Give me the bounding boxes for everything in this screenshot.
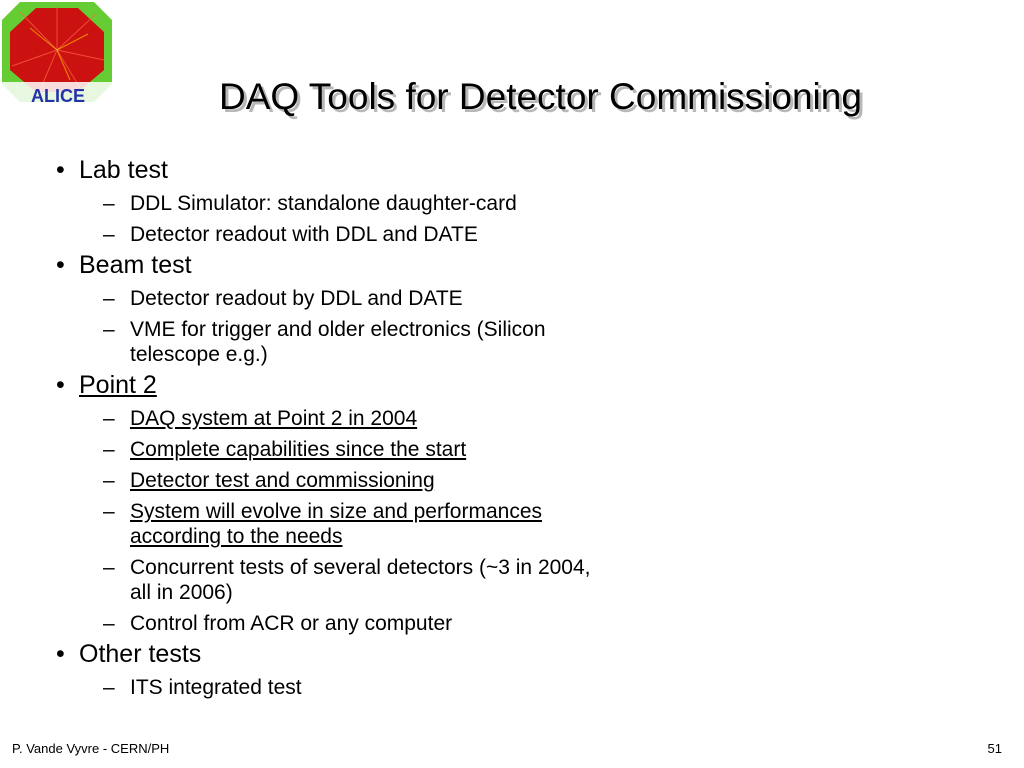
sub-bullet bbox=[50, 286, 610, 311]
dash-icon: – bbox=[103, 192, 115, 215]
bullet-beam-test bbox=[50, 250, 610, 280]
footer-author: P. Vande Vyvre - CERN/PH bbox=[12, 741, 170, 756]
dash-icon: – bbox=[103, 407, 115, 430]
bullet-other-tests bbox=[50, 639, 610, 669]
dash-icon: – bbox=[103, 438, 115, 461]
sub-bullet-link[interactable]: DAQ system at Point 2 in 2004 bbox=[130, 407, 418, 430]
bullet-lab-test bbox=[50, 155, 610, 185]
sub-bullet bbox=[50, 611, 610, 636]
bullet-dot-icon: • bbox=[56, 371, 65, 399]
sub-bullet bbox=[50, 499, 610, 549]
bullet-dot-icon: • bbox=[56, 156, 65, 184]
alice-logo bbox=[0, 0, 116, 106]
sub-bullet-text: Detector readout by DDL and DATE bbox=[130, 287, 463, 310]
slide-title: DAQ Tools for Detector Commissioning bbox=[219, 76, 862, 117]
dash-icon: – bbox=[103, 223, 115, 246]
section-label: Other tests bbox=[79, 640, 202, 668]
slide-body bbox=[50, 152, 610, 700]
sub-bullet-text: Concurrent tests of several detectors (~3 in 2004, all in 2006) bbox=[130, 556, 591, 604]
svg-text:ALICE: ALICE bbox=[31, 86, 85, 106]
sub-bullet-link[interactable]: Detector test and commissioning bbox=[130, 469, 435, 492]
sub-bullet-text: ITS integrated test bbox=[130, 676, 302, 699]
section-label: Beam test bbox=[79, 251, 192, 279]
bullet-point-2 bbox=[50, 370, 610, 400]
sub-bullet bbox=[50, 437, 610, 462]
dash-icon: – bbox=[103, 676, 115, 699]
dash-icon: – bbox=[103, 556, 115, 579]
sub-bullet bbox=[50, 406, 610, 431]
section-label: Lab test bbox=[79, 156, 168, 184]
sub-bullet-text: DDL Simulator: standalone daughter-card bbox=[130, 192, 517, 215]
bullet-dot-icon: • bbox=[56, 251, 65, 279]
sub-bullet bbox=[50, 468, 610, 493]
sub-bullet-link[interactable]: System will evolve in size and performances according to the needs bbox=[130, 500, 543, 548]
dash-icon: – bbox=[103, 612, 115, 635]
sub-bullet-text: Control from ACR or any computer bbox=[130, 612, 453, 635]
sub-bullet bbox=[50, 222, 610, 247]
sub-bullet bbox=[50, 675, 610, 700]
dash-icon: – bbox=[103, 500, 115, 523]
dash-icon: – bbox=[103, 469, 115, 492]
sub-bullet bbox=[50, 555, 610, 605]
sub-bullet bbox=[50, 317, 610, 367]
sub-bullet-link[interactable]: Complete capabilities since the start bbox=[130, 438, 467, 461]
dash-icon: – bbox=[103, 318, 115, 341]
bullet-dot-icon: • bbox=[56, 640, 65, 668]
sub-bullet bbox=[50, 191, 610, 216]
alice-octagon-logo-icon bbox=[0, 0, 116, 106]
sub-bullet-text: Detector readout with DDL and DATE bbox=[130, 223, 478, 246]
slide-number: 51 bbox=[987, 741, 1002, 756]
section-link-label[interactable]: Point 2 bbox=[79, 371, 157, 399]
sub-bullet-text: VME for trigger and older electronics (Silicon telescope e.g.) bbox=[130, 318, 546, 366]
dash-icon: – bbox=[103, 287, 115, 310]
